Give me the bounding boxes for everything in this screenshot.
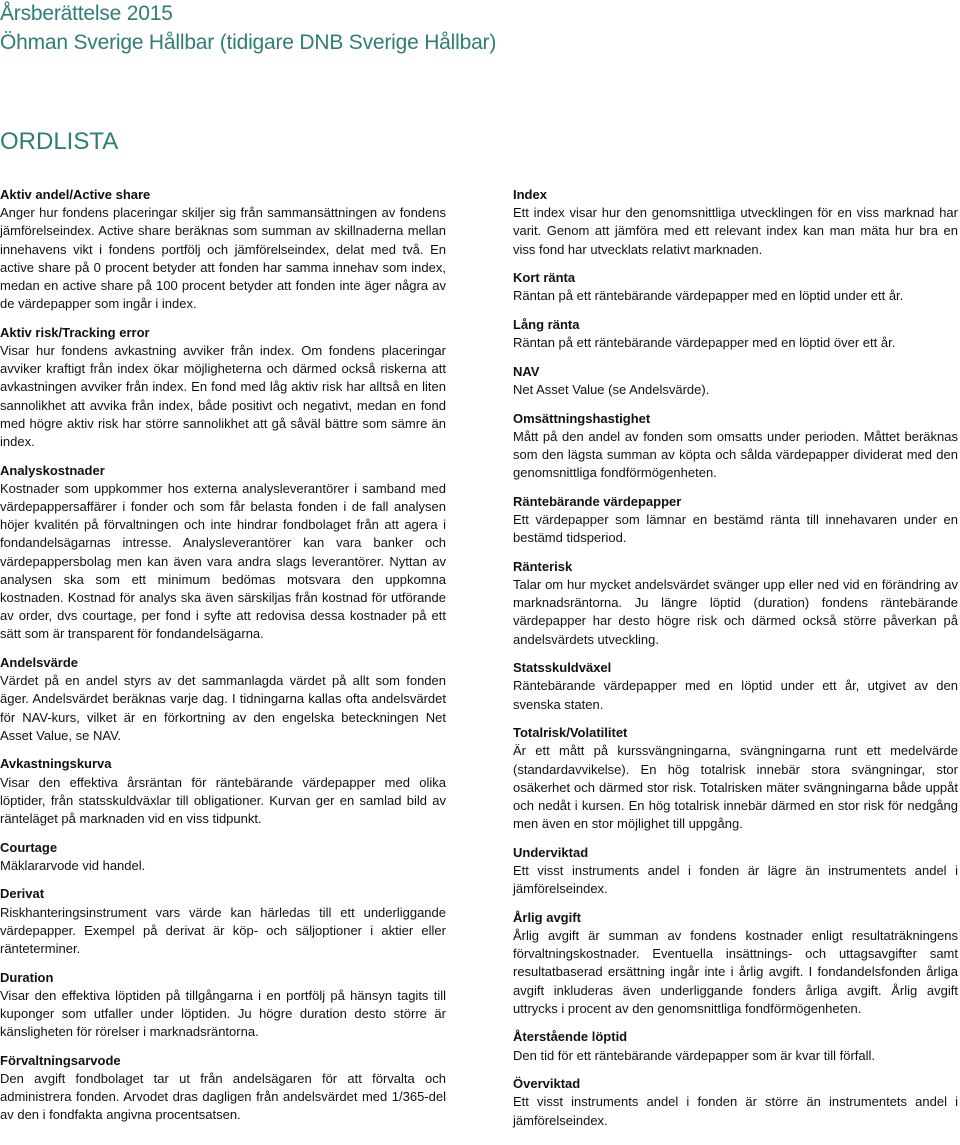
glossary-definition: Räntebärande värdepapper med en löptid under ett år, utgivet av den svenska staten. [513, 678, 958, 712]
glossary-term: Andelsvärde [0, 655, 79, 671]
glossary-definition: Kostnader som uppkommer hos externa analysleverantörer i samband med värdepappersaffärer i fonder och som får belasta fonden i de fall analysen höjer kvalitén på förvaltningen och inte hindrar fondbolaget från att agera i fondandelsägarnas intresse. Analysleverantörer kan vara banker och värdepappersbolag men kan även vara andra slags leverantörer. Nyttan av analysen ska som ett minimum bedömas motsvara den uppkomna kostnaden. Kostnad för analys ska även särskiljas från kostnad för utförande av order, dvs courtage, per fond i syfte att redovisa dessa kostnader på ett sätt som är transparent för fondandelsägarna. [0, 480, 446, 642]
glossary-definition: Ett värdepapper som lämnar en bestämd ränta till innehavaren under en bestämd tidsperiod. [513, 512, 958, 546]
glossary-term: Ränterisk [513, 558, 573, 574]
glossary-entry [513, 659, 958, 714]
report-title: Årsberättelse 2015 [0, 2, 173, 25]
glossary-definition: Talar om hur mycket andelsvärdet svänger upp eller ned vid en förändring av marknadsräntorna. Ju längre löptid (duration) fondens räntebärande värdepapper har desto högre risk och därmed också större påverkan på andelsvärdets utveckling. [513, 577, 958, 647]
glossary-term: Analyskostnader [0, 462, 105, 478]
glossary-entry [513, 269, 958, 305]
glossary-term: Underviktad [513, 844, 589, 860]
glossary-definition: Den tid för ett räntebärande värdepapper som är kvar till förfall. [513, 1047, 876, 1063]
glossary-definition: Mäklararvode vid handel. [0, 857, 146, 873]
glossary-term: Räntebärande värdepapper [513, 493, 682, 509]
glossary-entry [0, 462, 446, 644]
glossary-term: Avkastningskurva [0, 756, 112, 772]
glossary-definition: Ett visst instruments andel i fonden är lägre än instrumentets andel i jämförelseindex. [513, 863, 958, 897]
glossary-entry [0, 324, 446, 451]
glossary-definition: Värdet på en andel styrs av det sammanlagda värdet på allt som fonden äger. Andelsvärdet beräknas varje dag. I tidningarna kallas ofta andelsvärdet för NAV-kurs, vilket är en förkortning av den engelska beteckningen Net Asset Value, se NAV. [0, 673, 446, 743]
fund-name: Öhman Sverige Hållbar (tidigare DNB Sverige Hållbar) [0, 31, 497, 54]
glossary-definition: Är ett mått på kurssvängningarna, svängningarna runt ett medelvärde (standardavvikelse). En hög totalrisk innebär stora svängningar, stor osäkerhet och därmed stor risk. Totalrisken mäter svängningarna både uppåt och nedåt i kursen. En hög totalrisk innebär därmed en stor risk för nedgång men även en stor möjlighet till uppgång. [513, 743, 958, 832]
glossary-definition: Ett visst instruments andel i fonden är större än instrumentets andel i jämförelseindex. [513, 1094, 958, 1128]
glossary-term: Index [513, 187, 547, 202]
glossary-definition: Räntan på ett räntebärande värdepapper med en löptid över ett år. [513, 335, 896, 351]
glossary-definition: Årlig avgift är summan av fondens kostnader enligt resultaträkningens förvaltningskostnader. Eventuella insättnings- och uttagsavgifter samt resultatbaserad ersättning ingår inte i årlig avgift. I fondandelsfonden årliga avgift inkluderas även underliggande fonders årliga avgift. Årlig avgift uttrycks i procent av den genomsnittliga fondförmögenheten. [513, 928, 958, 1016]
glossary-entry [513, 909, 958, 1018]
glossary-right-column [513, 186, 958, 1140]
glossary-term: Aktiv andel/Active share [0, 187, 151, 202]
glossary-entry [0, 1052, 446, 1125]
glossary-term: Derivat [0, 886, 45, 902]
glossary-entry [0, 755, 446, 828]
glossary-definition: Riskhanteringsinstrument vars värde kan härledas till ett underliggande värdepapper. Exempel på derivat är köp- och säljoptioner i aktier eller ränteterminer. [0, 904, 446, 957]
glossary-term: Totalrisk/Volatilitet [513, 725, 628, 741]
glossary-definition: Ett index visar hur den genomsnittliga utvecklingen för en viss marknad har varit. Genom att jämföra med ett relevant index kan man mäta hur bra en viss fond har utvecklats relativt marknaden. [513, 205, 958, 257]
glossary-entry [0, 186, 446, 313]
glossary-definition: Visar den effektiva löptiden på tillgångarna i en portfölj på hänsyn tagits till kuponger som utfaller under löptiden. Ju högre duration desto större är känsligheten för rörelser i marknadsräntorna. [0, 987, 446, 1040]
glossary-entry [513, 1075, 958, 1130]
glossary-term: Förvaltningsarvode [0, 1052, 121, 1068]
glossary-entry [0, 839, 446, 875]
glossary-term: Överviktad [513, 1076, 581, 1092]
glossary-definition: Mått på den andel av fonden som omsatts under perioden. Måttet beräknas som den lägsta summan av köpta och sålda värdepapper dividerat med den genomsnittliga fondförmögenheten. [513, 428, 958, 481]
glossary-term: Courtage [0, 839, 58, 855]
glossary-entry [513, 363, 958, 399]
glossary-term: Statsskuldväxel [513, 660, 612, 676]
glossary-definition: Anger hur fondens placeringar skiljer sig från sammansättningen av fondens jämförelseindex. Active share beräknas som summan av skillnaderna mellan innehavens vikt i fondens portfölj och jämförelseindex, delat med två. En active share på 0 procent betyder att fonden har samma innehav som index, medan en active share på 100 procent betyder att fonden inte äger några av de värdepapper som ingår i index. [0, 205, 446, 312]
glossary-entry [513, 844, 958, 899]
glossary-entry [513, 316, 958, 352]
glossary-definition: Räntan på ett räntebärande värdepapper med en löptid under ett år. [513, 288, 904, 304]
glossary-definition: Visar den effektiva årsräntan för räntebärande värdepapper med olika löptider, från statsskuldväxlar till obligationer. Kurvan ger en samlad bild av ränteläget på marknaden vid en viss tidpunkt. [0, 774, 446, 827]
glossary-term: NAV [513, 363, 540, 379]
glossary-definition: Net Asset Value (se Andelsvärde). [513, 382, 710, 397]
glossary-term: Återstående löptid [513, 1029, 628, 1045]
glossary-entry [0, 885, 446, 958]
glossary-term: Lång ränta [513, 317, 580, 332]
glossary-definition: Visar hur fondens avkastning avviker från index. Om fondens placeringar avviker kraftigt från index ökar möjligheterna och därmed också riskerna att avkastningen avviker från index. En fond med låg aktiv risk har alltså en liten sannolikhet att avvika från index, både positivt och negativt, medan en fond med högre aktiv risk har större sannolikhet att gå såväl bättre som sämre än index. [0, 343, 446, 450]
glossary-left-column [0, 186, 446, 1135]
glossary-term: Omsättningshastighet [513, 410, 651, 426]
glossary-entry [513, 186, 958, 259]
section-title: ORDLISTA [0, 128, 119, 155]
glossary-term: Duration [0, 969, 54, 985]
glossary-term: Årlig avgift [513, 909, 581, 925]
glossary-entry [513, 410, 958, 483]
glossary-entry [513, 1028, 958, 1064]
glossary-entry [0, 654, 446, 745]
glossary-entry [513, 724, 958, 833]
glossary-definition: Den avgift fondbolaget tar ut från andelsägaren för att förvalta och administrera fonden. Arvodet dras dagligen från andelsvärdet med 1/365-del av den i fondfakta angivna procentsatsen. [0, 1071, 446, 1123]
glossary-term: Aktiv risk/Tracking error [0, 324, 150, 340]
glossary-entry [513, 493, 958, 548]
glossary-term: Kort ränta [513, 270, 576, 286]
glossary-entry [513, 558, 958, 649]
glossary-entry [0, 969, 446, 1042]
